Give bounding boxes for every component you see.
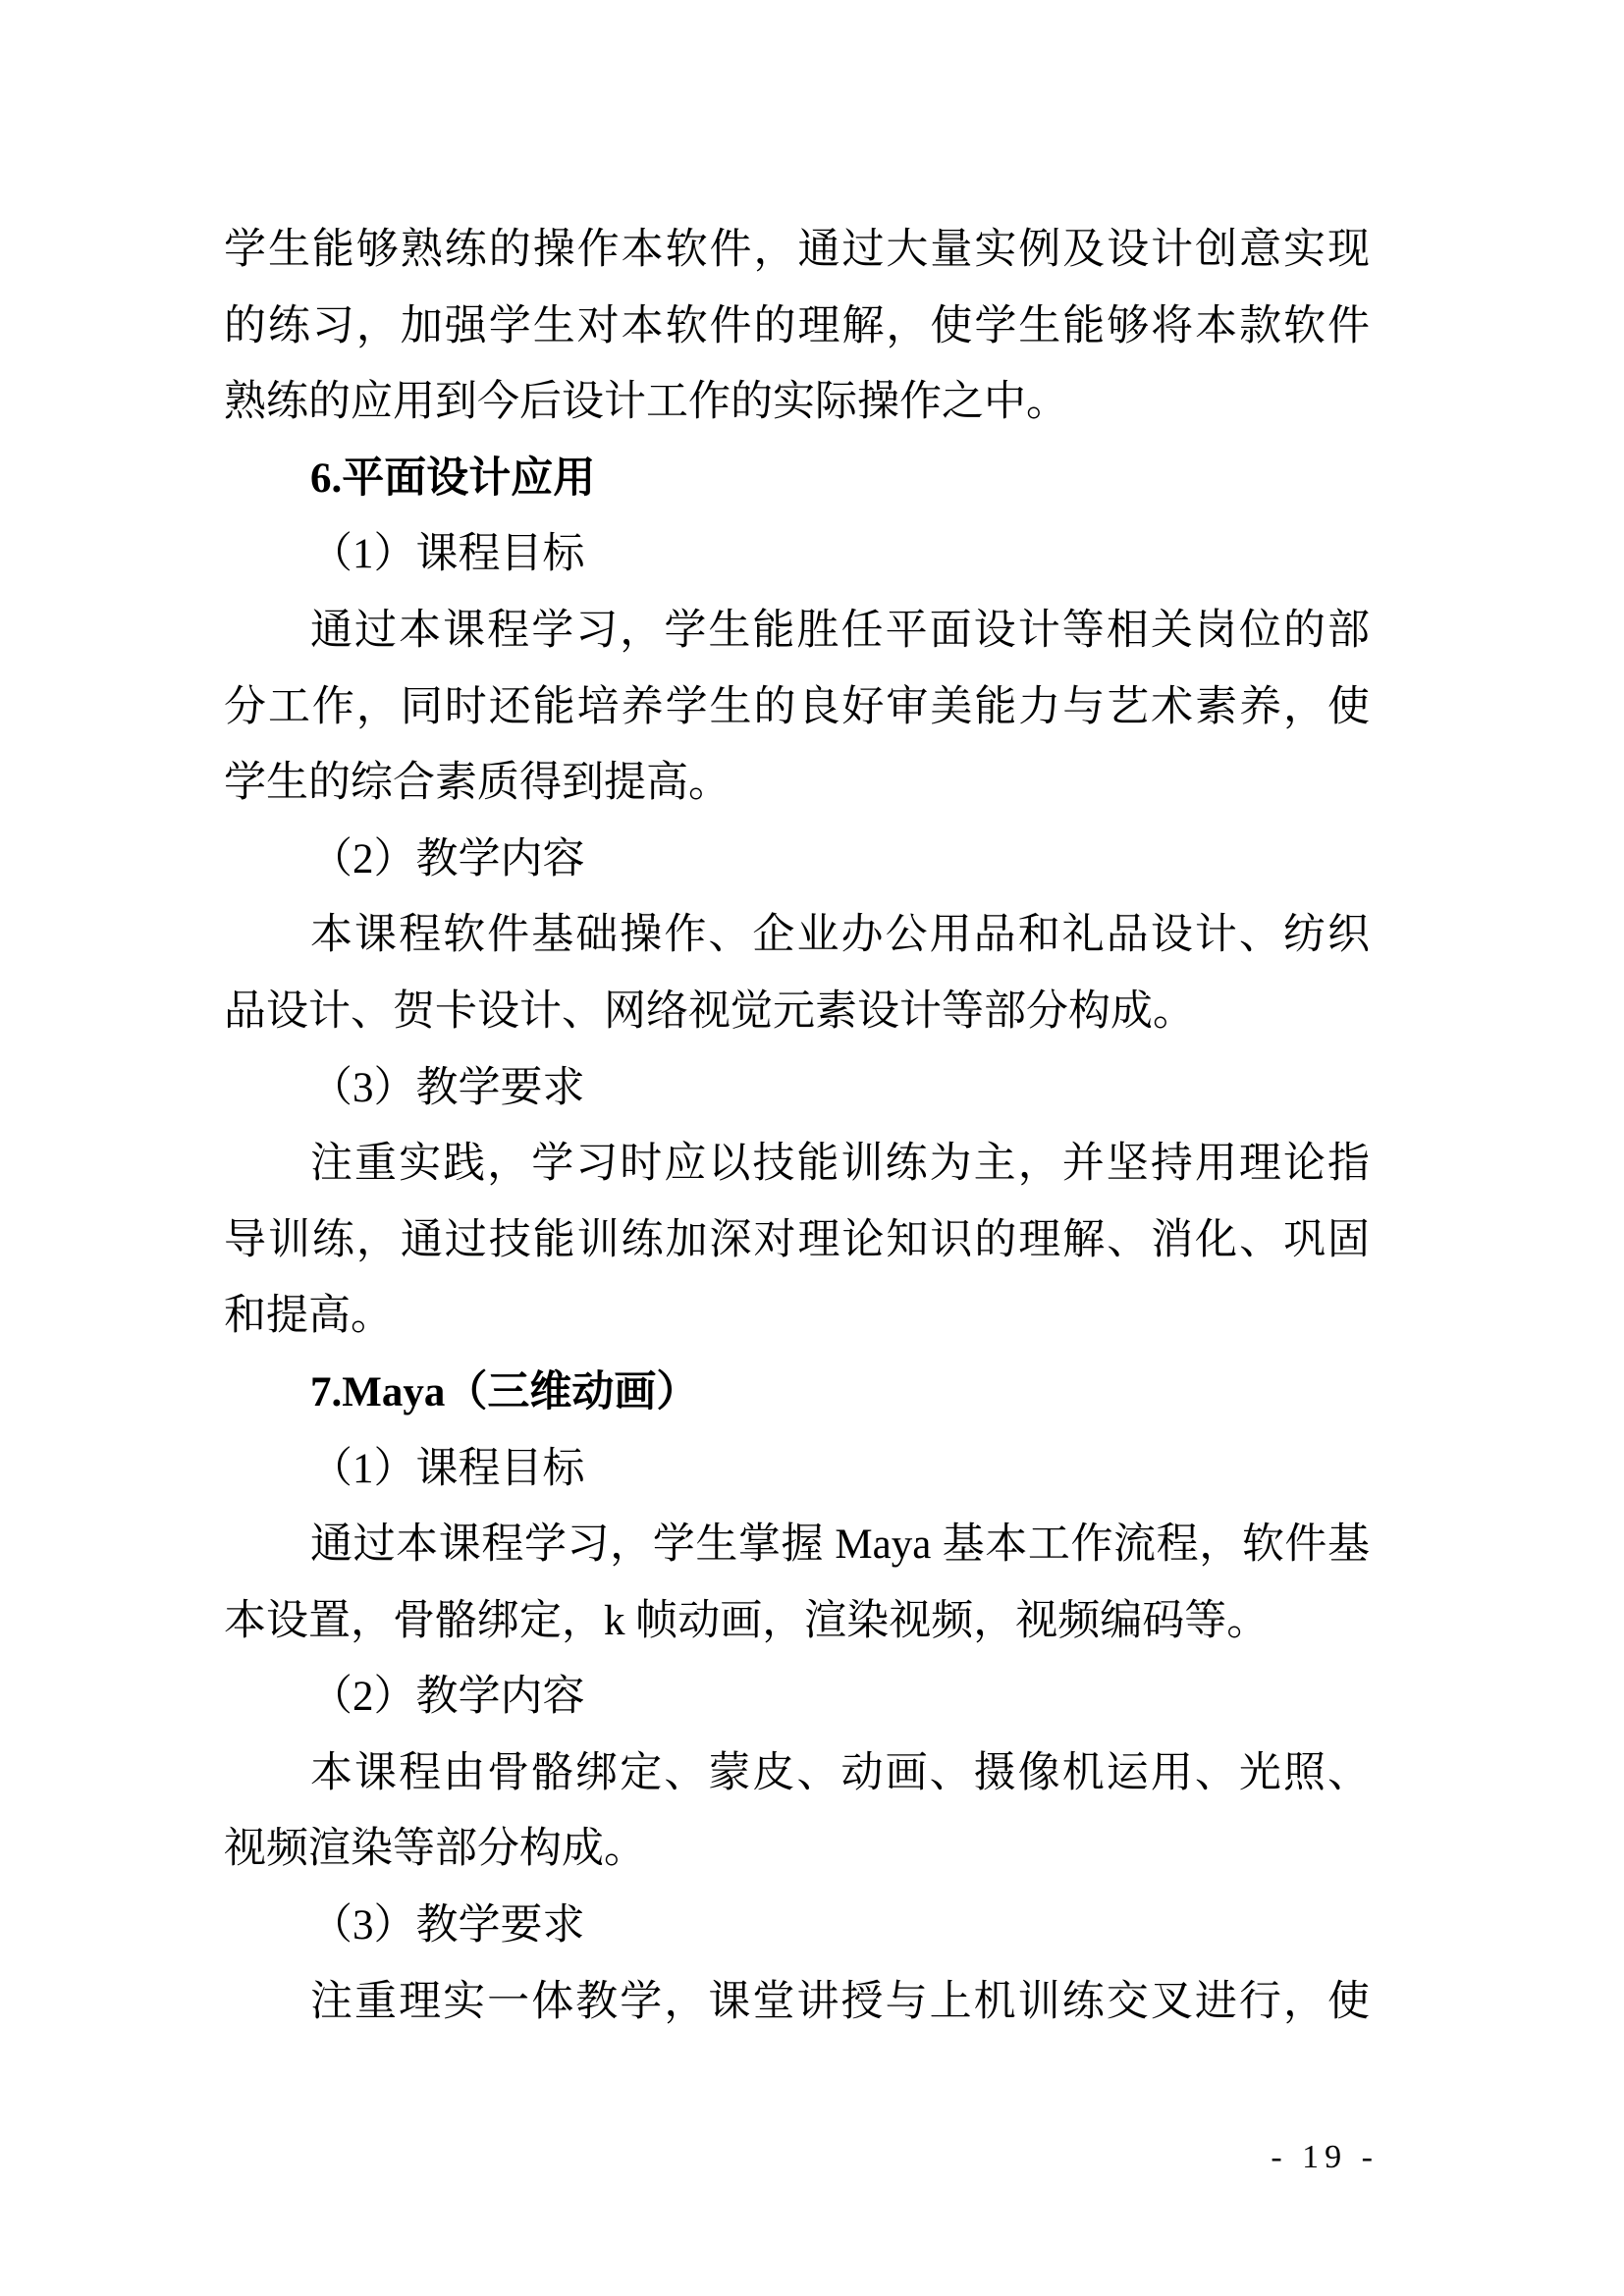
text-line: 导训练，通过技能训练加深对理论知识的理解、消化、巩固 (224, 1216, 1370, 1263)
text-line: 品设计、贺卡设计、网络视觉元素设计等部分构成。 (224, 988, 1195, 1035)
text-line: 熟练的应用到今后设计工作的实际操作之中。 (224, 379, 1068, 426)
text-line: 通过本课程学习，学生掌握 Maya 基本工作流程，软件基 (310, 1522, 1370, 1569)
text-line: 学生能够熟练的操作本软件，通过大量实例及设计创意实现 (224, 227, 1370, 273)
text-line: 本课程软件基础操作、企业办公用品和礼品设计、纺织 (310, 912, 1370, 959)
text-line: 和提高。 (224, 1293, 393, 1340)
subheading-course-goal: （1）课程目标 (310, 531, 585, 578)
text-line: 的练习，加强学生对本软件的理解，使学生能够将本款软件 (224, 302, 1370, 349)
text-line: 分工作，同时还能培养学生的良好审美能力与艺术素养，使 (224, 683, 1370, 730)
subheading-course-goal: （1）课程目标 (310, 1445, 585, 1492)
text-line: 本课程由骨骼绑定、蒙皮、动画、摄像机运用、光照、 (310, 1749, 1370, 1796)
heading-section-7: 7.Maya（三维动画） (310, 1368, 699, 1415)
text-line: 本设置，骨骼绑定，k 帧动画，渲染视频，视频编码等。 (224, 1597, 1270, 1644)
subheading-teaching-requirements: （3）教学要求 (310, 1064, 585, 1111)
text-line: 注重实践，学习时应以技能训练为主，并坚持用理论指 (310, 1141, 1370, 1188)
subheading-teaching-content: （2）教学内容 (310, 835, 585, 882)
text-line: 通过本课程学习，学生能胜任平面设计等相关岗位的部 (310, 607, 1370, 654)
page-number: - 19 - (1271, 2139, 1379, 2175)
text-line: 注重理实一体教学，课堂讲授与上机训练交叉进行，使 (310, 1978, 1370, 2025)
subheading-teaching-content: （2）教学内容 (310, 1674, 585, 1721)
text-line: 视频渲染等部分构成。 (224, 1826, 646, 1873)
subheading-teaching-requirements: （3）教学要求 (310, 1902, 585, 1949)
heading-section-6: 6.平面设计应用 (310, 454, 596, 502)
document-text-block (224, 212, 1370, 2040)
text-line: 学生的综合素质得到提高。 (224, 760, 731, 807)
